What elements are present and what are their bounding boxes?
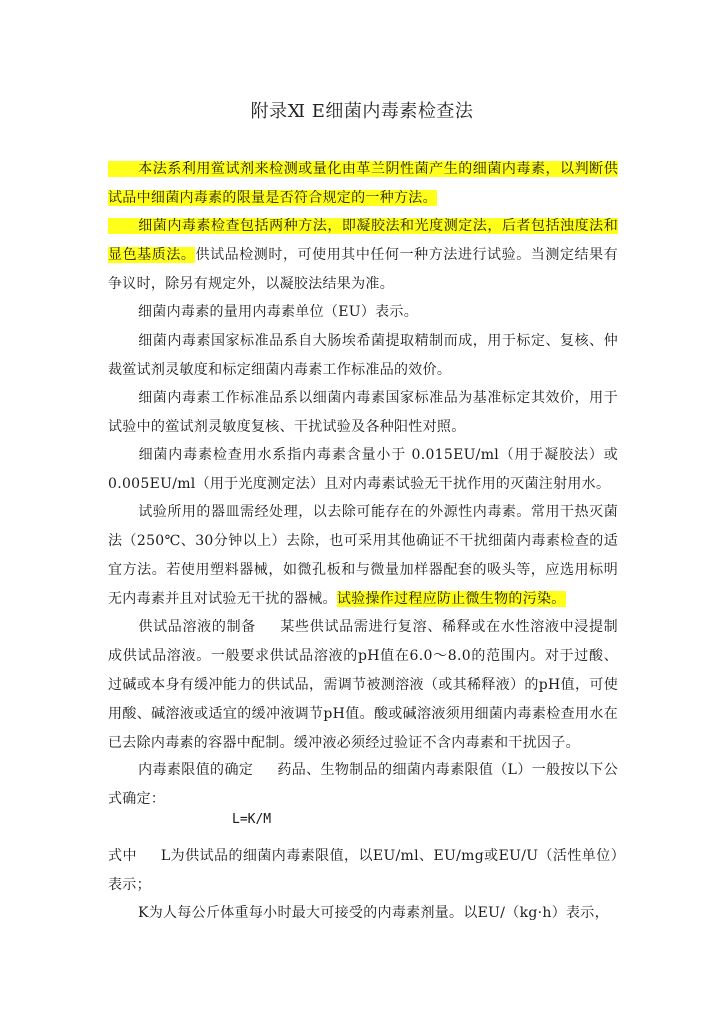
paragraph-methods: 细菌内毒素检查包括两种方法，即凝胶法和光度测定法，后者包括浊度法和显色基质法。供试品检测时，可使用其中任何一种方法进行试验。当测定结果有争议时，除另有规定外，以凝胶法结果为准。 bbox=[108, 218, 618, 292]
paragraph-intro bbox=[108, 155, 618, 213]
paragraph-glassware: 试验所用的器皿需经处理，以去除可能存在的外源性内毒素。常用干热灭菌法（250℃、30分钟以上）去除，也可采用其他确证不干扰细菌内毒素检查的适宜方法。若使用塑料器械，如微孔板和与微量加样器配套的吸头等，应选用标明无内毒素并且对试验无干扰的器械。试验操作过程应防止微生物的污染。 bbox=[108, 504, 618, 607]
highlighted-text: 试验操作过程应防止微生物的污染。 bbox=[336, 591, 566, 607]
page-title: 附录Ⅺ E细菌内毒素检查法 bbox=[250, 101, 474, 122]
paragraph-units: 细菌内毒素的量用内毒素单位（EU）表示。 bbox=[138, 304, 419, 320]
highlighted-text: 本法系利用鲎试剂来检测或量化由革兰阴性菌产生的细菌内毒素，以判断供试品中细菌内毒素的限量是否符合规定的一种方法。 bbox=[108, 161, 618, 206]
formula: L=K/M bbox=[232, 812, 272, 827]
paragraph-formula-legend: 式中 L为供试品的细菌内毒素限值，以EU/ml、EU/mg或EU/U（活性单位）表示； bbox=[108, 848, 619, 893]
section-heading: 内毒素限值的确定 bbox=[138, 762, 254, 778]
paragraph-k-definition: K为人每公斤体重每小时最大可接受的内毒素剂量。以EU/（kg·h）表示， bbox=[138, 905, 609, 921]
paragraph-sample-preparation: 供试品溶液的制备 某些供试品需进行复溶、稀释或在水性溶液中浸提制成供试品溶液。一般要求供试品溶液的pH值在6.0～8.0的范围内。对于过酸、过碱或本身有缓冲能力的供试品，需调节被测溶液（或其稀释液）的pH值，可使用酸、碱溶液或适宜的缓冲液调节pH值。酸或碱溶液须用细菌内毒素检查用水在已去除内毒素的容器中配制。缓冲液必须经过验证不含内毒素和干扰因子。 bbox=[108, 619, 618, 751]
paragraph-national-standard: 细菌内毒素国家标准品系自大肠埃希菌提取精制而成，用于标定、复核、仲裁鲎试剂灵敏度和标定细菌内毒素工作标准品的效价。 bbox=[108, 333, 618, 378]
highlighted-text: 细菌内毒素检查包括两种方法，即凝胶法和光度测定法，后者包括浊度法和显色基质法。 bbox=[108, 218, 618, 263]
paragraph-working-standard: 细菌内毒素工作标准品系以细菌内毒素国家标准品为基准标定其效价，用于试验中的鲎试剂灵敏度复核、干扰试验及各种阳性对照。 bbox=[108, 390, 618, 435]
paragraph-endotoxin-limit: 内毒素限值的确定 药品、生物制品的细菌内毒素限值（L）一般按以下公式确定： bbox=[108, 762, 618, 807]
paragraph-water: 细菌内毒素检查用水系指内毒素含量小于 0.015EU/ml（用于凝胶法）或0.005EU/ml（用于光度测定法）且对内毒素试验无干扰作用的灭菌注射用水。 bbox=[108, 447, 618, 492]
section-heading: 供试品溶液的制备 bbox=[138, 619, 256, 635]
